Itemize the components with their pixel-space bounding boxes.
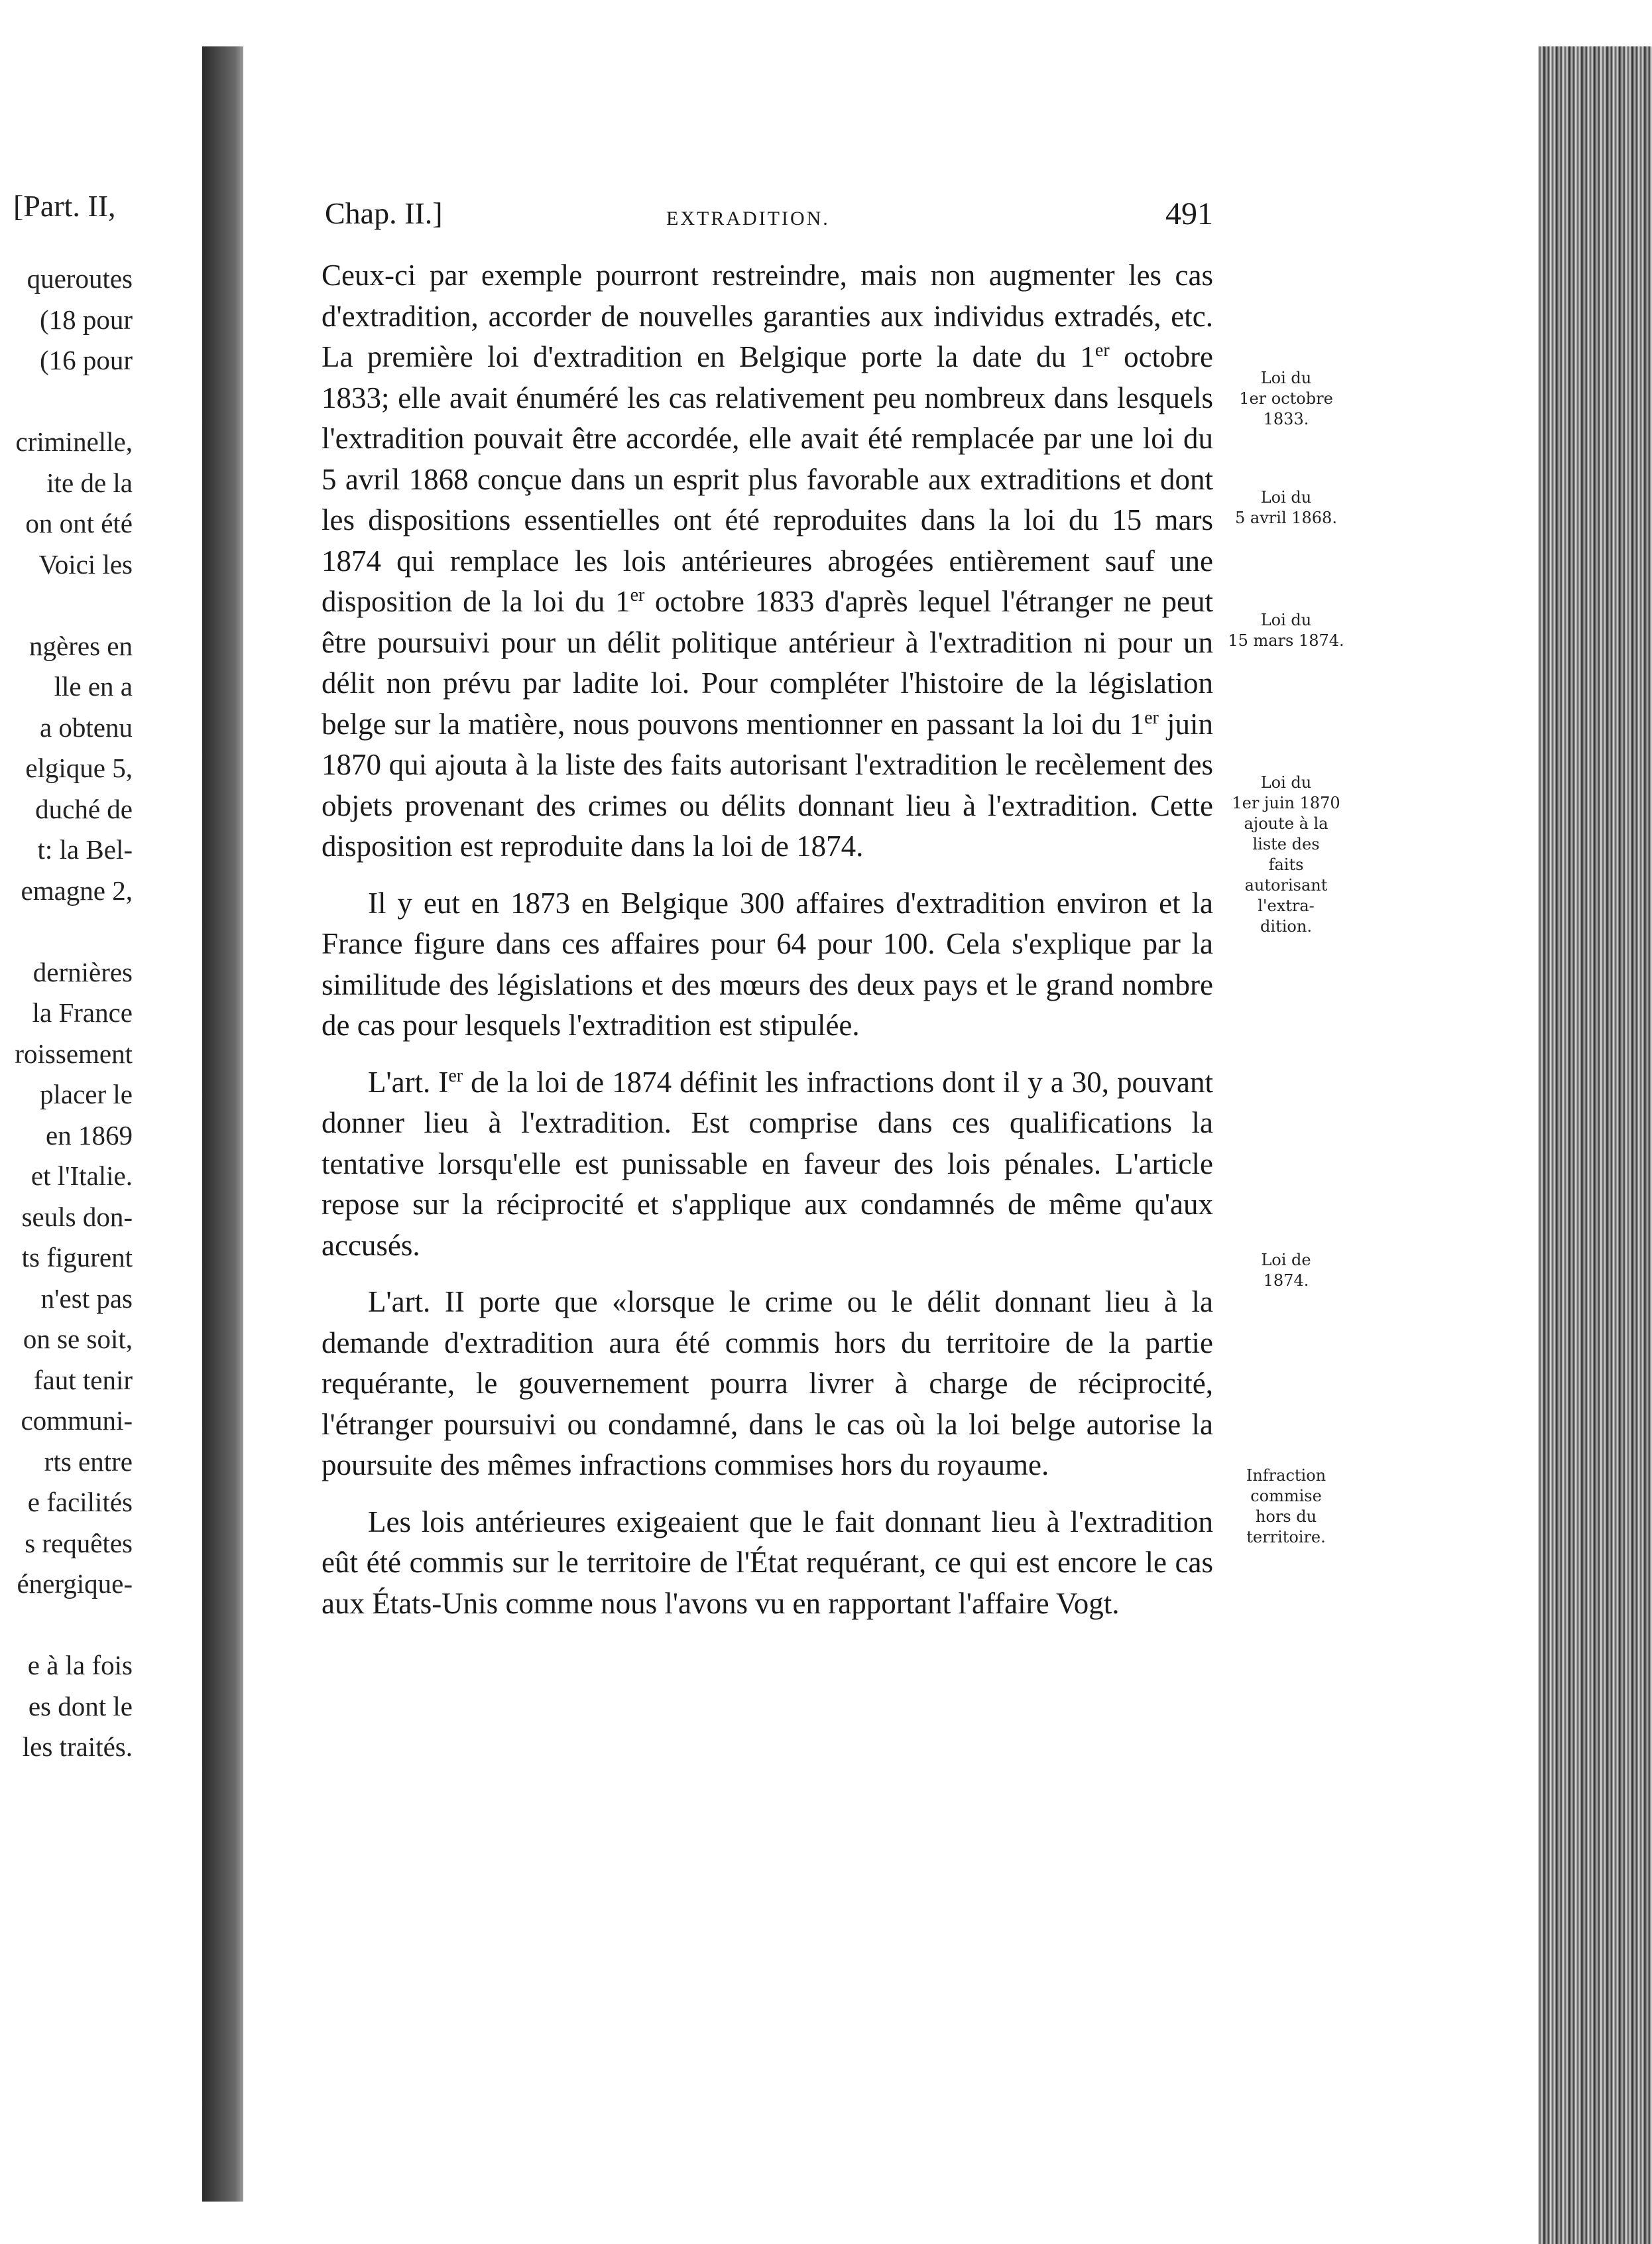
left-page-part-heading: [Part. II, — [13, 189, 116, 223]
left-page-line: es dont le — [28, 1690, 133, 1721]
text-segment: juin 1870 qui ajouta à la liste des faits autorisant l'extradition le recèlement des objets provenant des crimes ou délits donnant lieu à l'extradition. Cette disposition est reproduite dans la loi de 1874. — [322, 707, 1213, 863]
left-page-line: Voici les — [38, 548, 133, 580]
left-page-fragment — [0, 186, 139, 1790]
left-page-line: a obtenu — [39, 712, 133, 743]
left-page-line: on ont été — [25, 508, 133, 538]
paragraph — [322, 1282, 1213, 1486]
paragraph — [322, 1502, 1213, 1625]
text-segment: de la loi de 1874 définit les infractions dont il y a 30, pouvant donner lieu à l'extradition. Est comprise dans ces qualifications la tentative lorsqu'elle est punissable en faveur des lois pénales. L'article repose sur la réciprocité et s'applique aux condamnés de même qu'aux accusés. — [322, 1065, 1213, 1262]
page-edges — [1538, 46, 1652, 2244]
text-segment: L'art. II porte que «lorsque le crime ou le délit donnant lieu à la demande d'extradition aura été commis hors du territoire de la partie requérante, le gouvernement pourra livrer à charge de réciprocité, l'étranger poursuivi ou condamné, dans le cas où la loi belge autorise la poursuite des mêmes infractions commises hors du royaume. — [322, 1285, 1213, 1481]
margin-note-1833: Loi du 1er octobre 1833. — [1239, 369, 1333, 428]
left-page-line: la France — [32, 997, 133, 1028]
superscript: er — [630, 585, 645, 605]
margin-note-1874-mars: Loi du 15 mars 1874. — [1228, 611, 1344, 650]
left-page-line: ngères en — [29, 630, 133, 661]
text-segment: octobre 1833; elle avait énuméré les cas relativement peu nombreux dans lesquels l'extradition pouvait être accordée, elle avait été remplacée par une loi du 5 avril 1868 conçue dans un esprit plus favorable aux extraditions et dont les dispositions essentielles ont été reproduites dans la loi du 15 mars 1874 qui remplace les lois antérieures abrogées entièrement sauf une disposition de la loi du 1 — [322, 340, 1214, 618]
paragraph — [322, 883, 1213, 1046]
margin-note-1870: Loi du 1er juin 1870 ajoute à la liste des faits autorisant l'extra- dition. — [1232, 773, 1340, 936]
left-page-line: criminelle, — [15, 426, 133, 457]
superscript: er — [448, 1065, 463, 1086]
left-page-line: e à la fois — [27, 1650, 133, 1680]
superscript: er — [1144, 707, 1159, 728]
left-page-line: elgique 5, — [25, 753, 133, 783]
margin-note-infraction: Infraction commise hors du territoire. — [1246, 1466, 1327, 1546]
chapter-label: Chap. II.] — [325, 196, 443, 230]
left-page-line: en 1869 — [46, 1119, 133, 1151]
left-page-line: lle en a — [54, 671, 133, 702]
left-page-line: s requêtes — [25, 1527, 133, 1558]
left-page-line: ts figurent — [21, 1242, 133, 1273]
left-page-line: placer le — [40, 1079, 133, 1109]
margin-note-1868: Loi du 5 avril 1868. — [1235, 488, 1337, 527]
left-page-line: communi- — [21, 1405, 133, 1436]
left-page-line: faut tenir — [33, 1364, 133, 1395]
text-segment: octobre 1833 d'après lequel l'étranger ne peut être poursuivi pour un délit politique antérieur à l'extradition ni pour un délit non prévu par ladite loi. Pour compléter l'histoire de la législation belge sur la matière, nous pouvons mentionner en passant la loi du 1 — [322, 585, 1214, 741]
left-page-line: e facilités — [27, 1487, 133, 1517]
running-head — [325, 196, 1213, 235]
main-text — [322, 255, 1213, 1624]
left-page-line: queroutes — [27, 263, 133, 294]
text-segment: Il y eut en 1873 en Belgique 300 affaires d'extradition environ et la France figure dans ces affaires pour 64 pour 100. Cela s'explique par la similitude des législations et des mœurs des deux pays et le grand nombre de cas pour lesquels l'extradition est stipulée. — [322, 886, 1213, 1042]
left-page-line: et l'Italie. — [30, 1160, 133, 1191]
left-page-line: (16 pour — [39, 345, 133, 375]
superscript: er — [1094, 340, 1110, 361]
left-page-line: emagne 2, — [21, 875, 133, 906]
paragraph — [322, 255, 1213, 867]
left-page-line: roissement — [15, 1038, 133, 1069]
left-page-line: (18 pour — [39, 304, 133, 335]
left-page-line: n'est pas — [40, 1282, 133, 1314]
paragraph — [322, 1062, 1213, 1267]
left-page-line: ite de la — [46, 467, 133, 498]
left-page-line: rts entre — [44, 1446, 133, 1477]
left-page-line: dernières — [32, 956, 133, 987]
book-gutter-shadow — [202, 46, 243, 2202]
text-segment: Les lois antérieures exigeaient que le fait donnant lieu à l'extradition eût été commis sur le territoire de l'État requérant, ce qui est encore le cas aux États-Unis comme nous l'avons vu en rapportant l'affaire Vogt. — [322, 1505, 1213, 1620]
margin-note-1874: Loi de 1874. — [1261, 1251, 1311, 1290]
text-segment: L'art. I — [368, 1065, 449, 1099]
running-title: EXTRADITION. — [666, 208, 830, 229]
left-page-line: seuls don- — [21, 1201, 133, 1232]
left-page-line: on se soit, — [23, 1324, 133, 1354]
text-segment: Ceux-ci par exemple pourront restreindre, mais non augmenter les cas d'extradition, accorder de nouvelles garanties aux individus extradés, etc. La première loi d'extradition en Belgique porte la date du 1 — [322, 259, 1213, 373]
left-page-line: énergique- — [17, 1568, 133, 1599]
left-page-line: t: la Bel- — [37, 834, 133, 865]
page-number: 491 — [1165, 196, 1213, 231]
left-page-line: les traités. — [22, 1731, 133, 1762]
left-page-line: duché de — [35, 793, 133, 824]
